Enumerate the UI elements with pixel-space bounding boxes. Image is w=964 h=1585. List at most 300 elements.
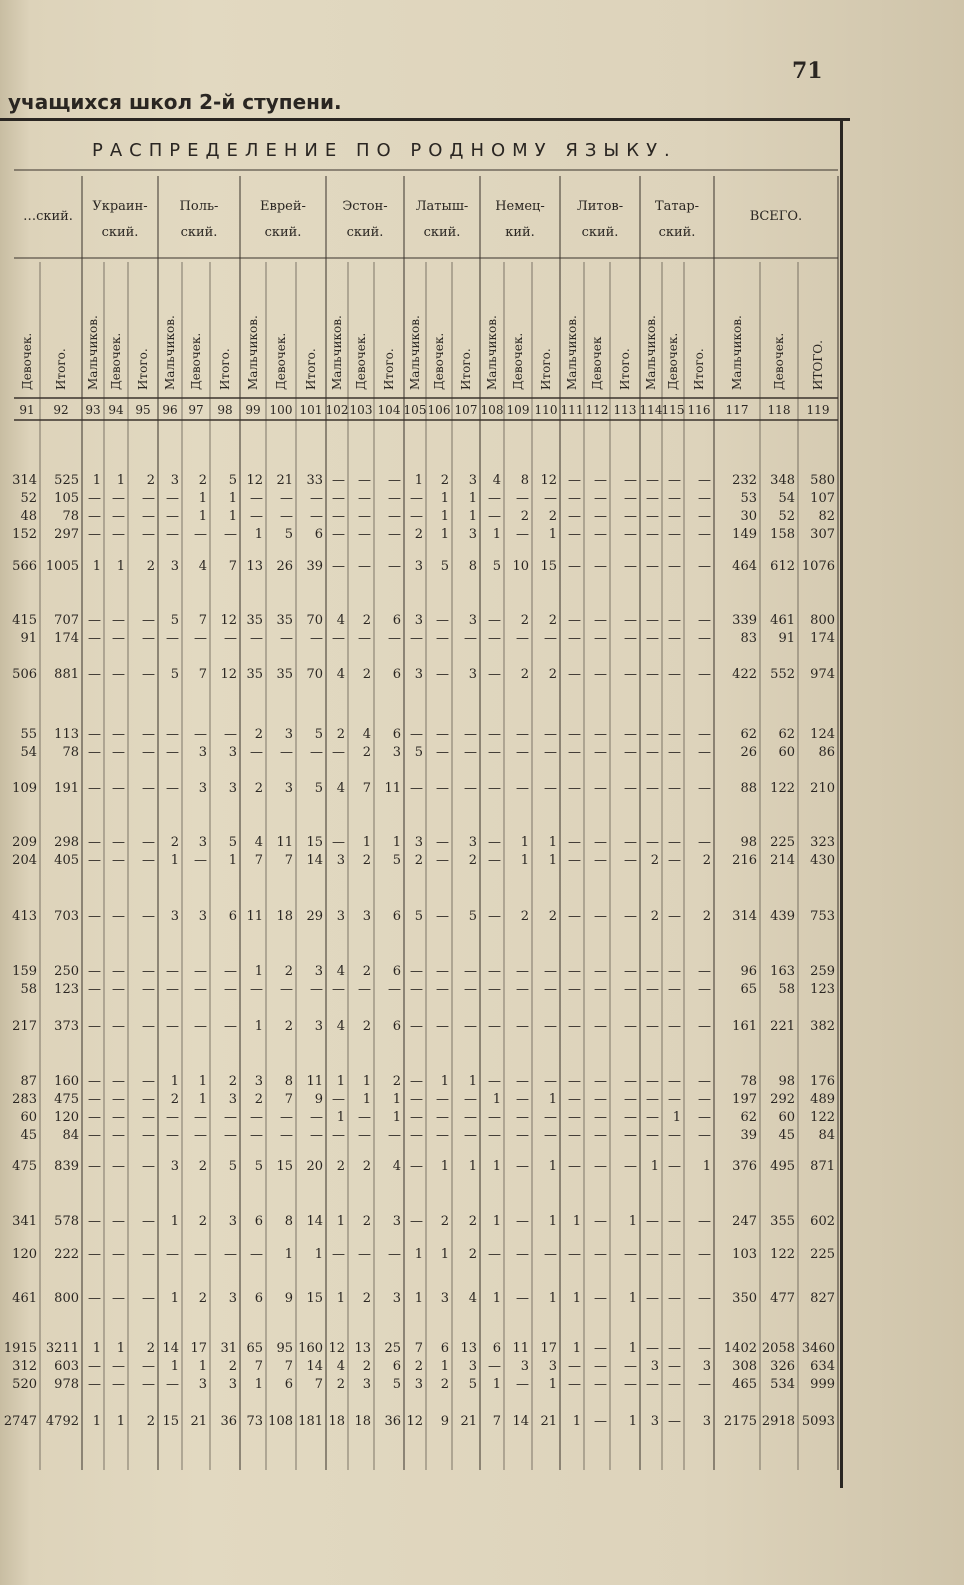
table-cell: — — [568, 1074, 581, 1089]
table-cell: — — [646, 745, 659, 760]
table-cell: — — [112, 1019, 125, 1034]
table-cell: 5 — [492, 559, 501, 574]
table-cell: — — [112, 631, 125, 646]
table-cell: 98 — [778, 1074, 795, 1089]
table-cell: 839 — [54, 1159, 79, 1174]
table-cell: 506 — [12, 667, 37, 682]
table-cell: 4 — [336, 781, 345, 796]
table-cell: — — [668, 1128, 681, 1143]
table-cell: — — [488, 982, 501, 997]
table-cell: 21 — [540, 1414, 557, 1429]
table-cell: 2 — [440, 1377, 449, 1392]
table-cell: 3 — [228, 781, 237, 796]
column-header: Итого. — [54, 348, 68, 390]
table-cell: — — [698, 1128, 711, 1143]
table-cell: — — [410, 631, 423, 646]
table-cell: — — [624, 631, 637, 646]
table-cell: 2 — [254, 781, 263, 796]
table-cell: 1 — [392, 835, 401, 850]
table-cell: 5 — [392, 1377, 401, 1392]
table-cell: 2 — [702, 909, 711, 924]
table-cell: — — [388, 491, 401, 506]
table-cell: 58 — [20, 982, 37, 997]
table-cell: — — [594, 613, 607, 628]
table-cell: — — [310, 745, 323, 760]
table-cell: 52 — [778, 509, 795, 524]
table-cell: 70 — [306, 613, 323, 628]
table-cell: 78 — [62, 509, 79, 524]
table-cell: 2 — [198, 1159, 207, 1174]
table-cell: 800 — [54, 1291, 79, 1306]
table-cell: 1 — [170, 1291, 179, 1306]
table-cell: 78 — [62, 745, 79, 760]
table-cell: 3 — [170, 1159, 179, 1174]
table-cell: — — [250, 491, 263, 506]
table-cell: 3 — [414, 613, 423, 628]
table-cell: 14 — [162, 1341, 179, 1356]
table-cell: — — [88, 1019, 101, 1034]
table-cell: — — [224, 1110, 237, 1125]
table-cell: — — [166, 781, 179, 796]
table-cell: — — [280, 631, 293, 646]
table-cell: — — [594, 509, 607, 524]
table-cell: — — [594, 527, 607, 542]
table-cell: — — [568, 559, 581, 574]
table-cell: — — [516, 1159, 529, 1174]
table-cell: 6 — [228, 909, 237, 924]
table-cell: 1 — [468, 491, 477, 506]
table-cell: 2 — [548, 909, 557, 924]
table-cell: 5 — [440, 559, 449, 574]
table-cell: — — [568, 982, 581, 997]
table-cell: 4 — [198, 559, 207, 574]
group-header: ский. — [264, 225, 302, 240]
table-cell: — — [568, 1247, 581, 1262]
table-cell: — — [436, 631, 449, 646]
table-cell: 5 — [314, 727, 323, 742]
table-cell: — — [310, 1128, 323, 1143]
table-cell: 2 — [170, 835, 179, 850]
column-number: 114 — [639, 403, 663, 417]
table-cell: 634 — [810, 1359, 835, 1374]
table-cell: — — [194, 631, 207, 646]
table-cell: — — [646, 727, 659, 742]
table-cell: 1915 — [3, 1341, 37, 1356]
group-header: Татар- — [654, 199, 700, 214]
table-cell: 415 — [12, 613, 37, 628]
table-cell: 3 — [254, 1074, 263, 1089]
table-cell: — — [388, 559, 401, 574]
table-cell: — — [88, 527, 101, 542]
table-cell: 2 — [362, 1214, 371, 1229]
table-cell: — — [436, 727, 449, 742]
table-cell: — — [142, 527, 155, 542]
table-cell: 753 — [810, 909, 835, 924]
column-header: Девочек. — [511, 332, 525, 390]
column-number: 92 — [53, 403, 69, 417]
table-cell: 1 — [492, 1377, 501, 1392]
table-cell: 12 — [328, 1341, 345, 1356]
group-header: Эстон- — [342, 199, 388, 214]
table-cell: — — [88, 1359, 101, 1374]
table-cell: — — [224, 1019, 237, 1034]
table-cell: 3 — [362, 1377, 371, 1392]
page-heading: учащихся школ 2-й ступени. — [8, 90, 342, 114]
table-cell: 108 — [268, 1414, 293, 1429]
column-number: 101 — [299, 403, 323, 417]
table-cell: — — [624, 909, 637, 924]
table-cell: 11 — [384, 781, 401, 796]
table-cell: 65 — [246, 1341, 263, 1356]
group-header: ский. — [346, 225, 384, 240]
table-cell: — — [88, 667, 101, 682]
table-cell: — — [668, 745, 681, 760]
table-cell: 1 — [414, 1247, 423, 1262]
table-cell: — — [668, 1291, 681, 1306]
table-cell: — — [388, 527, 401, 542]
table-cell: 1 — [572, 1291, 581, 1306]
table-cell: 160 — [298, 1341, 323, 1356]
group-header: Поль- — [179, 199, 219, 214]
table-cell: — — [594, 727, 607, 742]
table-cell: 107 — [810, 491, 835, 506]
table-cell: — — [464, 781, 477, 796]
table-cell: 3 — [170, 473, 179, 488]
table-cell: 3 — [228, 1291, 237, 1306]
table-cell: — — [142, 491, 155, 506]
table-cell: 58 — [778, 982, 795, 997]
table-cell: 54 — [20, 745, 37, 760]
table-cell: — — [436, 781, 449, 796]
table-cell: — — [646, 1341, 659, 1356]
column-number: 113 — [613, 403, 637, 417]
table-cell: 3 — [548, 1359, 557, 1374]
table-cell: 60 — [778, 745, 795, 760]
table-cell: — — [410, 1214, 423, 1229]
table-cell: — — [568, 491, 581, 506]
table-cell: 566 — [12, 559, 37, 574]
table-cell: 122 — [810, 1110, 835, 1125]
table-cell: — — [698, 509, 711, 524]
table-cell: — — [594, 1128, 607, 1143]
table-cell: — — [436, 1110, 449, 1125]
table-cell: 1 — [548, 835, 557, 850]
table-cell: — — [388, 631, 401, 646]
table-cell: — — [142, 982, 155, 997]
table-cell: 1 — [548, 1291, 557, 1306]
table-cell: 3 — [228, 1092, 237, 1107]
column-header: Итого. — [304, 348, 318, 390]
table-cell: 6 — [392, 727, 401, 742]
table-cell: — — [698, 964, 711, 979]
table-cell: 13 — [354, 1341, 371, 1356]
table-cell: 6 — [392, 667, 401, 682]
table-cell: 2 — [198, 1291, 207, 1306]
table-cell: 18 — [354, 1414, 371, 1429]
table-cell: — — [142, 835, 155, 850]
table-cell: — — [516, 1247, 529, 1262]
table-cell: — — [668, 667, 681, 682]
table-cell: — — [668, 1092, 681, 1107]
table-cell: — — [488, 1019, 501, 1034]
table-cell: — — [646, 667, 659, 682]
table-cell: — — [332, 745, 345, 760]
table-cell: 1 — [284, 1247, 293, 1262]
table-cell: — — [166, 982, 179, 997]
table-cell: — — [142, 1377, 155, 1392]
table-cell: — — [332, 631, 345, 646]
table-cell: — — [112, 1159, 125, 1174]
table-cell: 54 — [778, 491, 795, 506]
table-cell: — — [646, 781, 659, 796]
table-cell: — — [464, 1019, 477, 1034]
table-cell: 158 — [770, 527, 795, 542]
column-header: Итого. — [218, 348, 232, 390]
table-cell: — — [112, 509, 125, 524]
table-cell: 405 — [54, 853, 79, 868]
table-cell: 3 — [314, 964, 323, 979]
table-cell: — — [668, 1414, 681, 1429]
table-cell: 1 — [116, 473, 125, 488]
table-cell: 1 — [228, 853, 237, 868]
table-cell: — — [310, 491, 323, 506]
table-cell: 3 — [468, 473, 477, 488]
column-number: 99 — [245, 403, 261, 417]
table-cell: 1 — [672, 1110, 681, 1125]
table-cell: — — [668, 473, 681, 488]
table-cell: — — [668, 631, 681, 646]
table-cell: — — [332, 1092, 345, 1107]
table-cell: 8 — [520, 473, 529, 488]
table-cell: — — [698, 982, 711, 997]
table-cell: — — [112, 727, 125, 742]
table-cell: — — [646, 1092, 659, 1107]
table-cell: 1 — [440, 491, 449, 506]
table-cell: — — [88, 964, 101, 979]
table-cell: 225 — [770, 835, 795, 850]
table-cell: 978 — [54, 1377, 79, 1392]
table-cell: 160 — [54, 1074, 79, 1089]
table-cell: — — [668, 559, 681, 574]
table-cell: 4 — [336, 1359, 345, 1374]
table-cell: 5 — [254, 1159, 263, 1174]
table-cell: — — [410, 781, 423, 796]
table-cell: — — [594, 1159, 607, 1174]
table-cell: 520 — [12, 1377, 37, 1392]
table-cell: — — [594, 1359, 607, 1374]
table-cell: 580 — [810, 473, 835, 488]
table-cell: 461 — [770, 613, 795, 628]
table-cell: 2 — [254, 727, 263, 742]
table-cell: 1 — [198, 1074, 207, 1089]
table-cell: — — [568, 1092, 581, 1107]
table-cell: — — [698, 1214, 711, 1229]
table-cell: — — [516, 491, 529, 506]
table-cell: — — [668, 1074, 681, 1089]
table-cell: — — [516, 1291, 529, 1306]
table-cell: — — [646, 1377, 659, 1392]
table-cell: — — [594, 781, 607, 796]
table-cell: — — [88, 1214, 101, 1229]
table-cell: — — [112, 745, 125, 760]
table-cell: — — [112, 1359, 125, 1374]
table-cell: — — [488, 835, 501, 850]
table-cell: — — [88, 835, 101, 850]
table-cell: — — [88, 781, 101, 796]
column-header: Итого. — [136, 348, 150, 390]
table-cell: — — [88, 727, 101, 742]
table-cell: 4 — [336, 964, 345, 979]
table-cell: 1 — [628, 1414, 637, 1429]
table-cell: 298 — [54, 835, 79, 850]
table-cell: — — [646, 1019, 659, 1034]
table-cell: 552 — [770, 667, 795, 682]
column-number: 108 — [480, 403, 504, 417]
table-cell: 84 — [818, 1128, 835, 1143]
table-cell: — — [112, 982, 125, 997]
table-cell: — — [624, 853, 637, 868]
table-cell: — — [142, 909, 155, 924]
table-cell: 222 — [54, 1247, 79, 1262]
table-cell: — — [112, 1377, 125, 1392]
table-cell: — — [488, 1110, 501, 1125]
table-cell: — — [544, 1247, 557, 1262]
table-cell: 4 — [362, 727, 371, 742]
table-cell: — — [488, 491, 501, 506]
table-cell: — — [112, 1074, 125, 1089]
table-cell: 105 — [54, 491, 79, 506]
table-cell: 7 — [254, 853, 263, 868]
table-cell: 382 — [810, 1019, 835, 1034]
table-cell: 174 — [810, 631, 835, 646]
table-cell: — — [594, 1291, 607, 1306]
table-cell: 29 — [306, 909, 323, 924]
table-cell: 3 — [284, 781, 293, 796]
table-cell: — — [488, 613, 501, 628]
table-cell: — — [250, 509, 263, 524]
table-cell: 6 — [314, 527, 323, 542]
table-cell: 35 — [276, 667, 293, 682]
table-cell: — — [516, 1019, 529, 1034]
table-cell: — — [594, 667, 607, 682]
column-number: 98 — [217, 403, 233, 417]
table-cell: 7 — [362, 781, 371, 796]
table-cell: 2 — [170, 1092, 179, 1107]
table-cell: 376 — [732, 1159, 757, 1174]
table-cell: 1 — [572, 1414, 581, 1429]
table-cell: 348 — [770, 473, 795, 488]
table-cell: — — [166, 727, 179, 742]
table-cell: 259 — [810, 964, 835, 979]
table-cell: — — [142, 853, 155, 868]
table-cell: 2 — [520, 509, 529, 524]
table-cell: — — [594, 1019, 607, 1034]
table-cell: 197 — [732, 1092, 757, 1107]
table-cell: 86 — [818, 745, 835, 760]
table-cell: — — [142, 1359, 155, 1374]
table-cell: — — [646, 1074, 659, 1089]
table-cell: — — [698, 559, 711, 574]
table-cell: 95 — [276, 1341, 293, 1356]
table-cell: — — [646, 1247, 659, 1262]
table-cell: 3460 — [801, 1341, 835, 1356]
table-cell: 2 — [362, 613, 371, 628]
table-cell: 2 — [392, 1074, 401, 1089]
table-cell: — — [698, 727, 711, 742]
table-cell: — — [594, 745, 607, 760]
table-cell: — — [358, 491, 371, 506]
table-cell: — — [388, 982, 401, 997]
column-header: Мальчиков. — [408, 315, 422, 390]
table-cell: 2 — [362, 964, 371, 979]
table-cell: — — [698, 631, 711, 646]
table-cell: 113 — [54, 727, 79, 742]
table-cell: — — [668, 1341, 681, 1356]
table-cell: — — [224, 527, 237, 542]
table-cell: — — [594, 1074, 607, 1089]
table-cell: — — [646, 982, 659, 997]
table-cell: — — [488, 909, 501, 924]
table-cell: — — [410, 491, 423, 506]
table-cell: — — [646, 509, 659, 524]
table-cell: — — [668, 1247, 681, 1262]
table-cell: — — [436, 1092, 449, 1107]
table-cell: 1 — [336, 1074, 345, 1089]
column-header: Мальчиков. — [730, 315, 744, 390]
table-cell: 9 — [440, 1414, 449, 1429]
table-cell: — — [568, 1128, 581, 1143]
table-cell: — — [224, 1128, 237, 1143]
table-cell: 2 — [440, 1214, 449, 1229]
table-cell: 2918 — [761, 1414, 795, 1429]
table-cell: 36 — [384, 1414, 401, 1429]
table-cell: 1 — [548, 527, 557, 542]
column-header: Мальчиков. — [565, 315, 579, 390]
table-cell: — — [624, 1359, 637, 1374]
table-cell: 297 — [54, 527, 79, 542]
table-cell: 5 — [170, 613, 179, 628]
table-cell: 3 — [198, 781, 207, 796]
table-cell: 3 — [414, 559, 423, 574]
table-cell: — — [464, 1092, 477, 1107]
table-cell: 204 — [12, 853, 37, 868]
table-cell: 5 — [228, 1159, 237, 1174]
table-cell: — — [568, 473, 581, 488]
table-cell: 2 — [284, 964, 293, 979]
table-cell: 82 — [818, 509, 835, 524]
column-number: 112 — [585, 403, 609, 417]
table-cell: — — [88, 745, 101, 760]
table-cell: 5 — [170, 667, 179, 682]
table-cell: 4 — [468, 1291, 477, 1306]
table-cell: 60 — [20, 1110, 37, 1125]
table-cell: — — [624, 527, 637, 542]
table-cell: 314 — [12, 473, 37, 488]
table-cell: — — [410, 1159, 423, 1174]
table-cell: — — [88, 1110, 101, 1125]
table-cell: 7 — [414, 1341, 423, 1356]
table-cell: 1 — [254, 1377, 263, 1392]
table-cell: — — [624, 781, 637, 796]
table-cell: — — [436, 1019, 449, 1034]
table-cell: — — [646, 1128, 659, 1143]
table-cell: 2 — [284, 1019, 293, 1034]
table-cell: — — [668, 781, 681, 796]
table-cell: — — [624, 1247, 637, 1262]
table-cell: 1 — [336, 1110, 345, 1125]
table-cell: 1 — [198, 509, 207, 524]
table-cell: — — [624, 982, 637, 997]
